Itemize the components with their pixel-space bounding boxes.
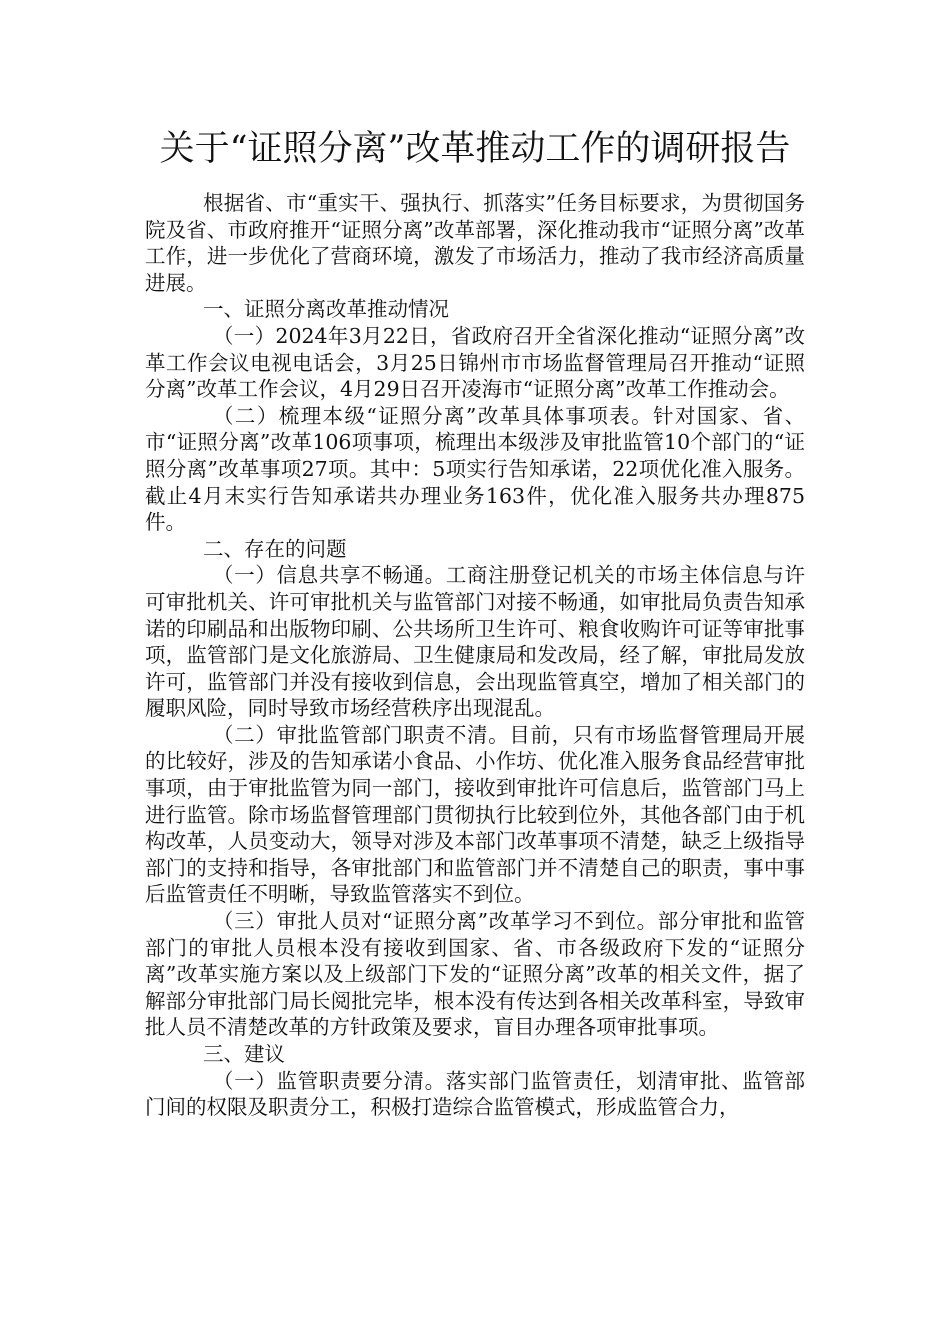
paragraph-2-1: （一）信息共享不畅通。工商注册登记机关的市场主体信息与许可审批机关、许可审批机关与监管部门对接不畅通，如审批局负责告知承诺的印刷品和出版物印刷、公共场所卫生许可、粮食收购许可证等审批事项，监管部门是文化旅游局、卫生健康局和发改局，经了解，审批局发放许可，监管部门并没有接收到信息，会出现监管真空，增加了相关部门的履职风险，同时导致市场经营秩序出现混乱。 [145, 563, 805, 721]
document-title: 关于“证照分离”改革推动工作的调研报告 [159, 129, 791, 169]
paragraph-1-2: （二）梳理本级“证照分离”改革具体事项表。针对国家、省、市“证照分离”改革106项事项，梳理出本级涉及审批监管10个部门的“证照分离”改革事项27项。其中：5项实行告知承诺，22项优化准入服务。截止4月末实行告知承诺共办理业务163件，优化准入服务共办理875件。 [145, 403, 805, 535]
paragraph-1-1: （一）2024年3月22日，省政府召开全省深化推动“证照分离”改革工作会议电视电话会，3月25日锦州市市场监督管理局召开推动“证照分离”改革工作会议，4月29日召开凌海市“证照分离”改革工作推动会。 [145, 323, 805, 402]
document-body [145, 190, 805, 1121]
section-heading-2: 二、存在的问题 [203, 536, 347, 561]
paragraph-3-1: （一）监管职责要分清。落实部门监管责任，划清审批、监管部门间的权限及职责分工，积极打造综合监管模式，形成监管合力， [145, 1068, 805, 1120]
paragraph-2-3: （三）审批人员对“证照分离”改革学习不到位。部分审批和监管部门的审批人员根本没有接收到国家、省、市各级政府下发的“证照分离”改革实施方案以及上级部门下发的“证照分离”改革的相关文件，据了解部分审批部门局长阅批完毕，根本没有传达到各相关改革科室，导致审批人员不清楚改革的方针政策及要求，盲目办理各项审批事项。 [145, 909, 805, 1040]
section-heading-3: 三、建议 [203, 1042, 285, 1066]
section-heading-1: 一、证照分离改革推动情况 [203, 297, 449, 322]
paragraph-2-2: （二）审批监管部门职责不清。目前，只有市场监督管理局开展的比较好，涉及的告知承诺小食品、小作坊、优化准入服务食品经营审批事项，由于审批监管为同一部门，接收到审批许可信息后，监管部门马上进行监管。除市场监督管理部门贯彻执行比较到位外，其他各部门由于机构改革，人员变动大，领导对涉及本部门改革事项不清楚，缺乏上级指导部门的支持和指导，各审批部门和监管部门并不清楚自己的职责，事中事后监管责任不明晰，导致监管落实不到位。 [145, 722, 805, 907]
paragraph-intro: 根据省、市“重实干、强执行、抓落实”任务目标要求，为贯彻国务院及省、市政府推开“证照分离”改革部署，深化推动我市“证照分离”改革工作，进一步优化了营商环境，激发了市场活力，推动了我市经济高质量进展。 [145, 191, 805, 295]
document-page [145, 120, 805, 1121]
